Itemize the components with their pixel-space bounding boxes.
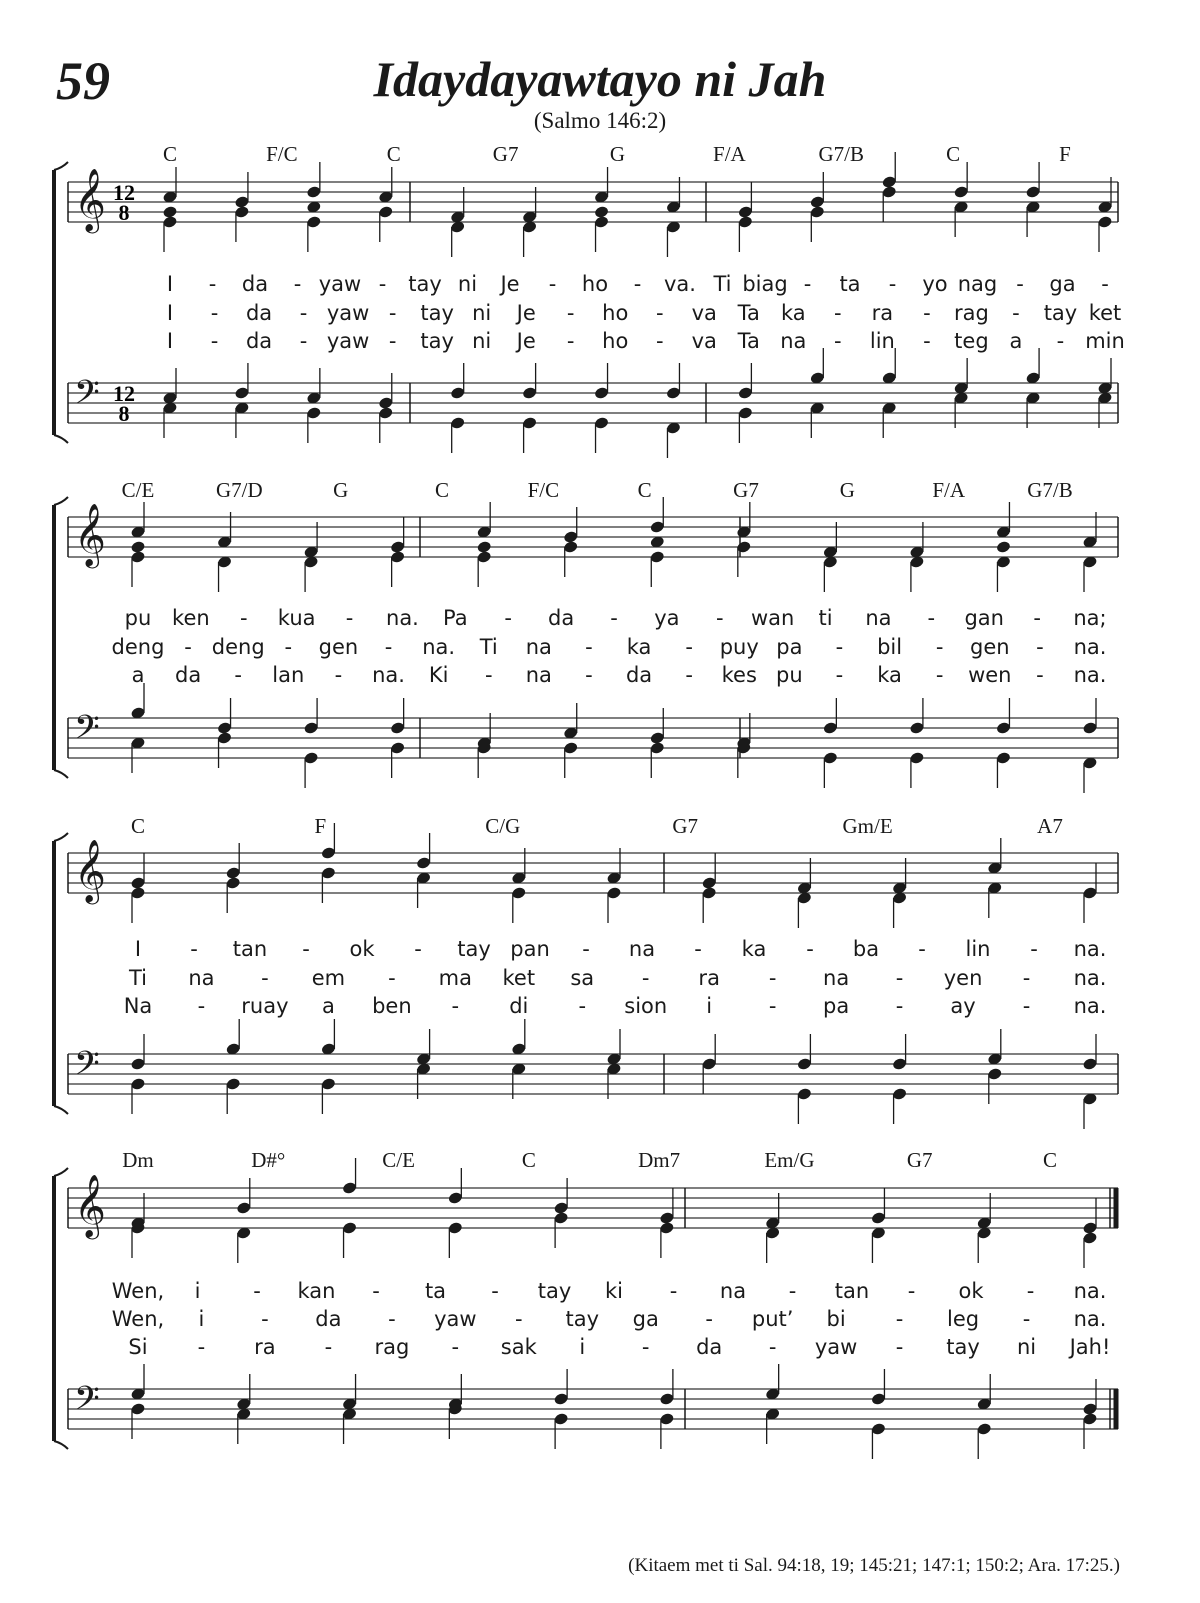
lyric-syllable: tay: [565, 1307, 600, 1331]
lyric-syllable: na: [525, 635, 552, 659]
treble-clef-icon: 𝄞: [74, 503, 106, 566]
lyric-hyphen: -: [261, 966, 269, 990]
chord-symbol: C: [162, 142, 178, 166]
chord-symbol: G7: [492, 142, 519, 166]
lyric-syllable: ni: [457, 272, 478, 296]
lyric-syllable: lin: [965, 937, 991, 961]
lyric-syllable: tay: [537, 1279, 572, 1303]
lyric-hyphen: -: [234, 663, 242, 687]
lyric-syllable: na: [719, 1279, 747, 1303]
lyric-syllable: i: [579, 1335, 586, 1359]
time-signature-numerator: 12: [113, 381, 135, 406]
lyric-hyphen: -: [715, 606, 724, 630]
lyric-syllable: tay: [408, 272, 442, 296]
treble-notehead: [594, 205, 610, 219]
lyric-hyphen: -: [923, 301, 931, 325]
lyric-syllable: kan: [297, 1279, 336, 1303]
lyric-syllable: sak: [500, 1335, 537, 1359]
lyric-syllable: yaw: [318, 272, 362, 296]
lyric-hyphen: -: [451, 1335, 460, 1359]
lyric-syllable: ra: [871, 301, 894, 325]
lyric-syllable: ta: [424, 1279, 447, 1303]
lyric-hyphen: -: [694, 937, 702, 961]
lyric-syllable: Jah!: [1069, 1335, 1111, 1359]
lyric-syllable: tan: [232, 937, 268, 961]
treble-notehead: [996, 540, 1012, 554]
lyric-syllable: Si: [128, 1335, 148, 1359]
cross-references-footnote: (Kitaem met ti Sal. 94:18, 19; 145:21; 147:1; 150:2; Ara. 17:25.): [628, 1555, 1120, 1576]
chord-symbol: F/C: [266, 142, 298, 166]
lyric-syllable: yaw: [814, 1335, 858, 1359]
lyric-syllable: ra: [698, 966, 720, 990]
bracket-bottom-hook: [54, 435, 68, 443]
lyric-hyphen: -: [388, 329, 397, 353]
lyric-hyphen: -: [803, 272, 812, 296]
lyric-syllable: biag: [742, 272, 788, 296]
lyric-hyphen: -: [451, 994, 460, 1018]
lyric-hyphen: -: [197, 1335, 206, 1359]
lyric-syllable: pan: [510, 937, 550, 961]
lyric-hyphen: -: [585, 635, 593, 659]
lyric-hyphen: -: [345, 606, 354, 630]
time-signature-denominator: 8: [118, 200, 130, 225]
lyric-syllable: na: [188, 966, 215, 990]
chord-symbol: G: [333, 478, 349, 502]
hymn-number: 59: [56, 51, 110, 111]
lyric-hyphen: -: [324, 1335, 333, 1359]
lyric-syllable: min: [1085, 329, 1125, 353]
lyric-hyphen: -: [491, 1279, 499, 1303]
chord-symbol: G: [609, 142, 626, 166]
treble-clef-icon: 𝄞: [74, 168, 106, 231]
lyric-syllable: nag: [957, 272, 998, 296]
chord-symbol: F/A: [713, 142, 746, 166]
lyric-syllable: na.: [1073, 966, 1107, 990]
lyric-syllable: yen: [943, 966, 983, 990]
lyric-syllable: rag: [374, 1335, 410, 1359]
lyric-syllable: Ti: [479, 635, 498, 659]
lyric-syllable: na.: [372, 663, 405, 687]
lyric-syllable: Je: [516, 329, 536, 353]
lyric-syllable: da: [174, 663, 202, 687]
lyric-syllable: da: [696, 1335, 723, 1359]
chord-symbol: C: [637, 478, 652, 502]
lyric-hyphen: -: [372, 1279, 380, 1303]
bracket-top-hook: [54, 833, 68, 841]
lyric-hyphen: -: [927, 606, 936, 630]
lyric-hyphen: -: [484, 663, 493, 687]
lyric-syllable: tay: [946, 1335, 980, 1359]
lyric-syllable: na.: [1073, 937, 1107, 961]
lyric-syllable: kua: [277, 606, 316, 630]
lyric-hyphen: -: [935, 663, 944, 687]
lyric-hyphen: -: [669, 1279, 678, 1303]
lyric-syllable: na.: [1073, 663, 1107, 687]
lyric-hyphen: -: [414, 937, 422, 961]
treble-notehead: [476, 540, 492, 554]
lyric-hyphen: -: [918, 937, 926, 961]
lyric-hyphen: -: [388, 1307, 396, 1331]
lyric-syllable: ga: [1049, 272, 1076, 296]
lyric-syllable: ho: [581, 272, 609, 296]
lyric-hyphen: -: [835, 663, 844, 687]
lyric-hyphen: -: [705, 1307, 713, 1331]
time-signature-numerator: 12: [113, 180, 135, 205]
lyric-syllable: na: [628, 937, 656, 961]
lyric-syllable: ni: [1016, 1335, 1037, 1359]
bass-clef-icon: 𝄢: [74, 374, 100, 420]
lyric-hyphen: -: [834, 301, 842, 325]
lyric-syllable: va.: [664, 272, 696, 296]
lyric-syllable: na: [823, 966, 850, 990]
lyric-syllable: tay: [1043, 301, 1078, 325]
lyric-hyphen: -: [302, 937, 310, 961]
lyric-hyphen: -: [641, 966, 650, 990]
chord-symbol: Gm/E: [842, 814, 893, 838]
lyric-hyphen: -: [384, 635, 393, 659]
bracket-top-hook: [54, 162, 68, 170]
lyric-hyphen: -: [1016, 272, 1024, 296]
lyric-syllable: Ti: [128, 966, 148, 990]
lyric-hyphen: -: [895, 966, 904, 990]
lyric-syllable: ok: [958, 1279, 984, 1303]
lyric-syllable: gan: [964, 606, 1004, 630]
lyric-syllable: na.: [1073, 1279, 1107, 1303]
lyric-hyphen: -: [1056, 329, 1065, 353]
lyric-syllable: ka: [626, 635, 652, 659]
lyric-hyphen: -: [210, 301, 219, 325]
chord-symbol: F/C: [527, 478, 560, 502]
lyric-hyphen: -: [208, 272, 217, 296]
lyric-hyphen: -: [610, 606, 618, 630]
lyric-hyphen: -: [239, 606, 248, 630]
chord-symbol: C: [1042, 1148, 1058, 1172]
lyric-syllable: tay: [420, 329, 454, 353]
chord-symbol: G: [839, 478, 855, 502]
lyric-syllable: da: [245, 329, 273, 353]
lyric-syllable: gen: [970, 635, 1010, 659]
lyric-syllable: ben: [372, 994, 412, 1018]
lyric-syllable: na.: [1073, 635, 1107, 659]
lyric-hyphen: -: [284, 635, 293, 659]
lyric-hyphen: -: [585, 663, 593, 687]
chord-symbol: C: [386, 142, 401, 166]
lyric-hyphen: -: [1012, 301, 1020, 325]
lyric-syllable: lan: [272, 663, 305, 687]
bracket-bottom-hook: [54, 1441, 68, 1449]
chord-symbol: A7: [1037, 814, 1063, 838]
lyric-syllable: a: [131, 663, 145, 687]
chord-symbol: G7/B: [1027, 478, 1073, 502]
lyric-hyphen: -: [834, 329, 842, 353]
chord-symbol: D#°: [251, 1148, 286, 1172]
chord-symbol: C/E: [121, 478, 155, 502]
lyric-hyphen: -: [566, 329, 575, 353]
lyric-hyphen: -: [895, 1335, 904, 1359]
lyric-syllable: i: [706, 994, 713, 1018]
chord-symbol: Em/G: [764, 1148, 815, 1172]
lyric-hyphen: -: [299, 301, 308, 325]
lyric-syllable: da: [548, 606, 575, 630]
lyric-syllable: pa: [776, 635, 803, 659]
lyric-hyphen: -: [1036, 663, 1044, 687]
lyric-syllable: Wen,: [111, 1279, 165, 1303]
lyric-syllable: ay: [950, 994, 976, 1018]
lyric-syllable: puy: [719, 635, 759, 659]
lyric-hyphen: -: [548, 272, 557, 296]
chord-symbol: C: [130, 814, 146, 838]
chord-symbol: C: [521, 1148, 536, 1172]
lyric-syllable: tan: [834, 1279, 870, 1303]
lyric-syllable: ho: [602, 301, 629, 325]
lyric-hyphen: -: [1022, 1307, 1031, 1331]
lyric-syllable: da: [241, 272, 269, 296]
lyric-hyphen: -: [633, 272, 642, 296]
lyric-syllable: ta: [839, 272, 861, 296]
lyric-syllable: wen: [968, 663, 1012, 687]
chord-symbol: C/G: [485, 814, 521, 838]
lyric-syllable: I: [166, 329, 174, 353]
lyric-syllable: Ta: [737, 329, 760, 353]
lyric-syllable: va: [691, 329, 717, 353]
chord-symbol: G7/D: [215, 478, 263, 502]
lyric-syllable: bi: [826, 1307, 846, 1331]
lyric-syllable: rag: [954, 301, 989, 325]
lyric-hyphen: -: [655, 329, 664, 353]
lyric-syllable: yo: [922, 272, 948, 296]
lyric-syllable: I: [166, 301, 174, 325]
lyric-hyphen: -: [566, 301, 575, 325]
lyric-syllable: put’: [751, 1307, 794, 1331]
lyric-hyphen: -: [515, 1307, 523, 1331]
bass-clef-icon: 𝄢: [74, 1380, 100, 1426]
lyric-syllable: sion: [624, 994, 668, 1018]
chord-symbol: G7/B: [818, 142, 865, 166]
chord-symbol: Dm7: [638, 1148, 681, 1172]
lyric-hyphen: -: [655, 301, 664, 325]
lyric-hyphen: -: [923, 329, 931, 353]
lyric-syllable: pu: [124, 606, 152, 630]
lyric-syllable: tay: [420, 301, 454, 325]
hymn-title: Idaydayawtayo ni Jah: [373, 51, 827, 107]
lyric-syllable: I: [166, 272, 174, 296]
lyric-hyphen: -: [907, 1279, 916, 1303]
bracket-top-hook: [54, 497, 68, 505]
lyric-syllable: na: [865, 606, 892, 630]
lyric-syllable: na;: [1073, 606, 1107, 630]
lyric-syllable: Je: [516, 301, 536, 325]
lyric-hyphen: -: [388, 301, 397, 325]
lyric-syllable: na: [780, 329, 807, 353]
chord-symbol: Dm: [122, 1148, 154, 1172]
lyric-syllable: Je: [500, 272, 520, 296]
lyric-syllable: yaw: [326, 301, 370, 325]
lyric-syllable: na: [525, 663, 552, 687]
lyric-syllable: Pa: [443, 606, 468, 630]
lyric-syllable: ra: [254, 1335, 276, 1359]
lyric-hyphen: -: [1026, 1279, 1035, 1303]
lyric-syllable: na.: [1073, 1307, 1107, 1331]
time-signature-denominator: 8: [118, 401, 130, 426]
chord-symbol: C: [946, 142, 961, 166]
lyric-hyphen: -: [1033, 606, 1041, 630]
lyric-hyphen: -: [685, 635, 693, 659]
lyric-syllable: ba: [852, 937, 880, 961]
lyric-hyphen: -: [184, 635, 192, 659]
lyric-syllable: a: [1009, 329, 1023, 353]
bracket-top-hook: [54, 1168, 68, 1176]
lyric-hyphen: -: [1036, 635, 1044, 659]
lyric-syllable: ka: [877, 663, 902, 687]
lyric-hyphen: -: [768, 994, 777, 1018]
chord-symbol: C/E: [382, 1148, 415, 1172]
lyric-syllable: Ta: [737, 301, 760, 325]
lyric-syllable: na.: [386, 606, 419, 630]
lyric-syllable: ho: [602, 329, 629, 353]
lyric-syllable: teg: [954, 329, 989, 353]
treble-notehead: [162, 205, 178, 219]
lyric-syllable: wan: [750, 606, 795, 630]
lyric-hyphen: -: [1022, 966, 1031, 990]
lyric-syllable: ka: [780, 301, 806, 325]
lyric-hyphen: -: [299, 329, 308, 353]
lyric-syllable: ken: [172, 606, 210, 630]
lyric-syllable: na.: [422, 635, 456, 659]
lyric-hyphen: -: [261, 1307, 269, 1331]
lyric-hyphen: -: [1022, 994, 1031, 1018]
chord-symbol: F: [1059, 142, 1071, 166]
lyric-syllable: a: [321, 994, 335, 1018]
treble-clef-icon: 𝄞: [74, 839, 106, 902]
chord-symbol: F: [314, 814, 327, 838]
lyric-hyphen: -: [197, 994, 206, 1018]
bracket-bottom-hook: [54, 1106, 68, 1114]
lyric-hyphen: -: [378, 272, 387, 296]
lyric-syllable: ket: [1088, 301, 1122, 325]
lyric-hyphen: -: [895, 994, 904, 1018]
lyric-syllable: di: [509, 994, 529, 1018]
lyric-syllable: deng: [111, 635, 165, 659]
lyric-syllable: deng: [211, 635, 265, 659]
lyric-hyphen: -: [388, 966, 396, 990]
lyric-hyphen: -: [1101, 272, 1109, 296]
lyric-hyphen: -: [768, 1335, 777, 1359]
lyric-hyphen: -: [835, 635, 844, 659]
lyric-syllable: da: [315, 1307, 342, 1331]
lyric-syllable: Na: [123, 994, 153, 1018]
lyric-syllable: i: [198, 1307, 205, 1331]
lyric-hyphen: -: [788, 1279, 797, 1303]
lyric-hyphen: -: [685, 663, 693, 687]
lyric-hyphen: -: [293, 272, 302, 296]
lyric-syllable: ruay: [241, 994, 289, 1018]
lyric-syllable: ga: [632, 1307, 659, 1331]
lyric-syllable: em: [311, 966, 346, 990]
lyric-syllable: ka: [741, 937, 767, 961]
lyric-syllable: leg: [947, 1307, 980, 1331]
scripture-reference: (Salmo 146:2): [533, 108, 667, 133]
lyric-hyphen: -: [190, 937, 198, 961]
lyric-syllable: bil: [877, 635, 903, 659]
chord-symbol: G7: [733, 478, 759, 502]
lyric-hyphen: -: [1030, 937, 1038, 961]
lyric-hyphen: -: [578, 994, 587, 1018]
lyric-syllable: ni: [472, 329, 492, 353]
lyric-syllable: ok: [349, 937, 375, 961]
chord-symbol: G7: [906, 1148, 933, 1172]
chord-symbol: F/A: [932, 478, 965, 502]
lyric-syllable: ket: [502, 966, 536, 990]
lyric-syllable: gen: [318, 635, 359, 659]
lyric-syllable: Ki: [428, 663, 449, 687]
lyric-syllable: Wen,: [111, 1307, 165, 1331]
lyric-syllable: da: [625, 663, 653, 687]
treble-notehead: [130, 540, 146, 554]
lyric-syllable: yaw: [434, 1307, 477, 1331]
lyric-syllable: ya: [654, 606, 680, 630]
lyric-syllable: ni: [472, 301, 492, 325]
lyric-hyphen: -: [888, 272, 897, 296]
lyric-syllable: kes: [721, 663, 757, 687]
lyric-hyphen: -: [253, 1279, 261, 1303]
lyric-hyphen: -: [641, 1335, 650, 1359]
lyric-syllable: lin: [869, 329, 895, 353]
lyric-syllable: ma: [438, 966, 472, 990]
chord-symbol: C: [434, 478, 450, 502]
lyric-syllable: pa: [823, 994, 850, 1018]
lyric-hyphen: -: [806, 937, 814, 961]
bass-clef-icon: 𝄢: [74, 709, 100, 755]
lyric-syllable: va: [691, 301, 717, 325]
lyric-syllable: sa: [570, 966, 595, 990]
lyric-syllable: Ti: [713, 272, 732, 296]
lyric-hyphen: -: [210, 329, 219, 353]
lyric-hyphen: -: [582, 937, 590, 961]
chord-symbol: G7: [672, 814, 699, 838]
lyric-hyphen: -: [895, 1307, 904, 1331]
bass-clef-icon: 𝄢: [74, 1045, 100, 1091]
lyric-syllable: ki: [605, 1279, 623, 1303]
lyric-hyphen: -: [768, 966, 777, 990]
lyric-hyphen: -: [504, 606, 513, 630]
lyric-syllable: i: [194, 1279, 201, 1303]
treble-clef-icon: 𝄞: [74, 1174, 106, 1237]
lyric-syllable: I: [134, 937, 142, 961]
lyric-hyphen: -: [334, 663, 343, 687]
lyric-syllable: yaw: [326, 329, 370, 353]
lyric-syllable: na.: [1073, 994, 1107, 1018]
bracket-bottom-hook: [54, 770, 68, 778]
lyric-syllable: da: [245, 301, 273, 325]
lyric-syllable: tay: [457, 937, 491, 961]
lyric-syllable: ti: [818, 606, 833, 630]
lyric-hyphen: -: [935, 635, 944, 659]
lyric-syllable: pu: [776, 663, 803, 687]
